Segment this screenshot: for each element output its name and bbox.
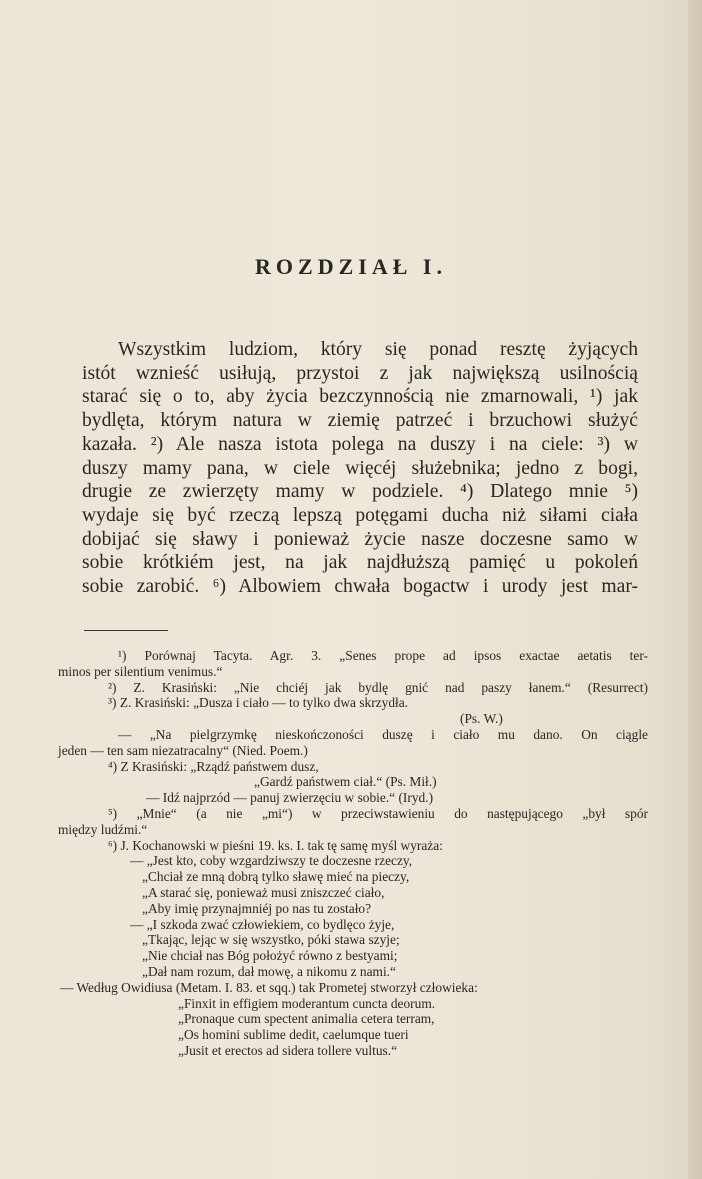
footnote-line: — „I szkoda zwać człowiekiem, co bydlęco żyje, xyxy=(130,916,395,932)
body-line: kazała. ²) Ale nasza istota polega na duszy i na ciele: ³) w xyxy=(82,433,638,455)
footnote-line: ⁴) Z Krasiński: „Rządź państwem dusz, xyxy=(108,758,319,774)
body-line: istót wznieść usiłują, przystoi z jak największą usilnością xyxy=(82,362,638,384)
footnote-line: ⁶) J. Kochanowski w pieśni 19. ks. I. tak tę samę myśl wyraża: xyxy=(108,837,443,853)
footnote-line: „Aby imię przynajmniéj po nas tu zostało? xyxy=(142,900,372,916)
footnote-line: „Gardź państwem ciał.“ (Ps. Mił.) xyxy=(254,774,437,790)
footnote-separator xyxy=(84,630,168,631)
footnote-line: (Ps. W.) xyxy=(460,711,503,727)
body-line: sobie zarobić. ⁶) Albowiem chwała bogactw i urody jest mar- xyxy=(82,576,638,598)
body-line: bydlęta, którym natura w ziemię patrzeć i brzuchowi służyć xyxy=(82,410,638,432)
footnote-line: „Jusit et erectos ad sidera tollere vultus.“ xyxy=(178,1042,398,1058)
body-line: Wszystkim ludziom, który się ponad resztę żyjących xyxy=(118,339,638,360)
footnote-line: „Finxit in effigiem moderantum cuncta deorum. xyxy=(178,995,436,1011)
footnote-line: ²) Z. Krasiński: „Nie chciéj jak bydlę gnić nad paszy łanem.“ (Resurrect) xyxy=(108,679,648,695)
footnotes xyxy=(58,648,648,1059)
footnote-line: między ludźmi.“ xyxy=(58,821,148,837)
footnote-line: — „Jest kto, coby wzgardziwszy te doczesne rzeczy, xyxy=(130,853,413,869)
footnote-line: „Tkając, lejąc w się wszystko, póki stawa szyje; xyxy=(142,932,400,948)
body-line: wydaje się być rzeczą lepszą potęgami ducha niż siłami ciała xyxy=(82,504,638,526)
footnote-line: „A starać się, ponieważ musi zniszczeć ciało, xyxy=(142,884,385,900)
body-line: dobijać się sławy i ponieważ życie nasze doczesne samo w xyxy=(82,528,638,550)
footnote-line: „Dał nam rozum, dał mowę, a nikomu z nami.“ xyxy=(142,963,396,979)
footnote-line: „Os homini sublime dedit, caelumque tueri xyxy=(178,1027,409,1043)
body-line: sobie krótkiém jest, na jak najdłuższą pamięć u pokoleń xyxy=(82,552,638,574)
footnote-line: — Według Owidiusa (Metam. I. 83. et sqq.) tak Prometej stworzył człowieka: xyxy=(60,979,478,995)
footnote-line: ³) Z. Krasiński: „Dusza i ciało — to tylko dwa skrzydła. xyxy=(108,695,409,711)
body-line: duszy mamy pana, w ciele więcéj służebnika; jedno z bogi, xyxy=(82,457,638,479)
footnote-line: „Pronaque cum spectent animalia cetera terram, xyxy=(178,1011,435,1027)
footnote-line: „Chciał ze mną dobrą tylko sławę mieć na pieczy, xyxy=(142,869,410,885)
footnote-line: — Idź najprzód — panuj zwierzęciu w sobie.“ (Iryd.) xyxy=(146,790,434,806)
footnote-line: jeden — ten sam niezatracalny“ (Nied. Poem.) xyxy=(58,742,308,758)
footnote-line: „Nie chciał nas Bóg położyć równo z bestyami; xyxy=(142,948,398,964)
footnote-line: ⁵) „Mnie“ (a nie „mi“) w przeciwstawieniu do następującego „był spór xyxy=(108,805,648,821)
footnote-line: — „Na pielgrzymkę nieskończoności duszę i ciało mu dano. On ciągle xyxy=(118,726,648,742)
body-line: drugie ze zwierzęty mamy w podziele. ⁴) Dlatego mnie ⁵) xyxy=(82,481,638,503)
footnote-line: minos per silentium venimus.“ xyxy=(58,663,223,679)
body-line: starać się o to, aby życia bezczynnością nie zmarnowali, ¹) jak xyxy=(82,386,638,408)
body-paragraph xyxy=(82,338,638,599)
footnote-line: ¹) Porównaj Tacyta. Agr. 3. „Senes prope ad ipsos exactae aetatis ter- xyxy=(118,648,648,663)
page-edge xyxy=(688,0,702,1179)
chapter-title: ROZDZIAŁ I. xyxy=(255,254,447,279)
